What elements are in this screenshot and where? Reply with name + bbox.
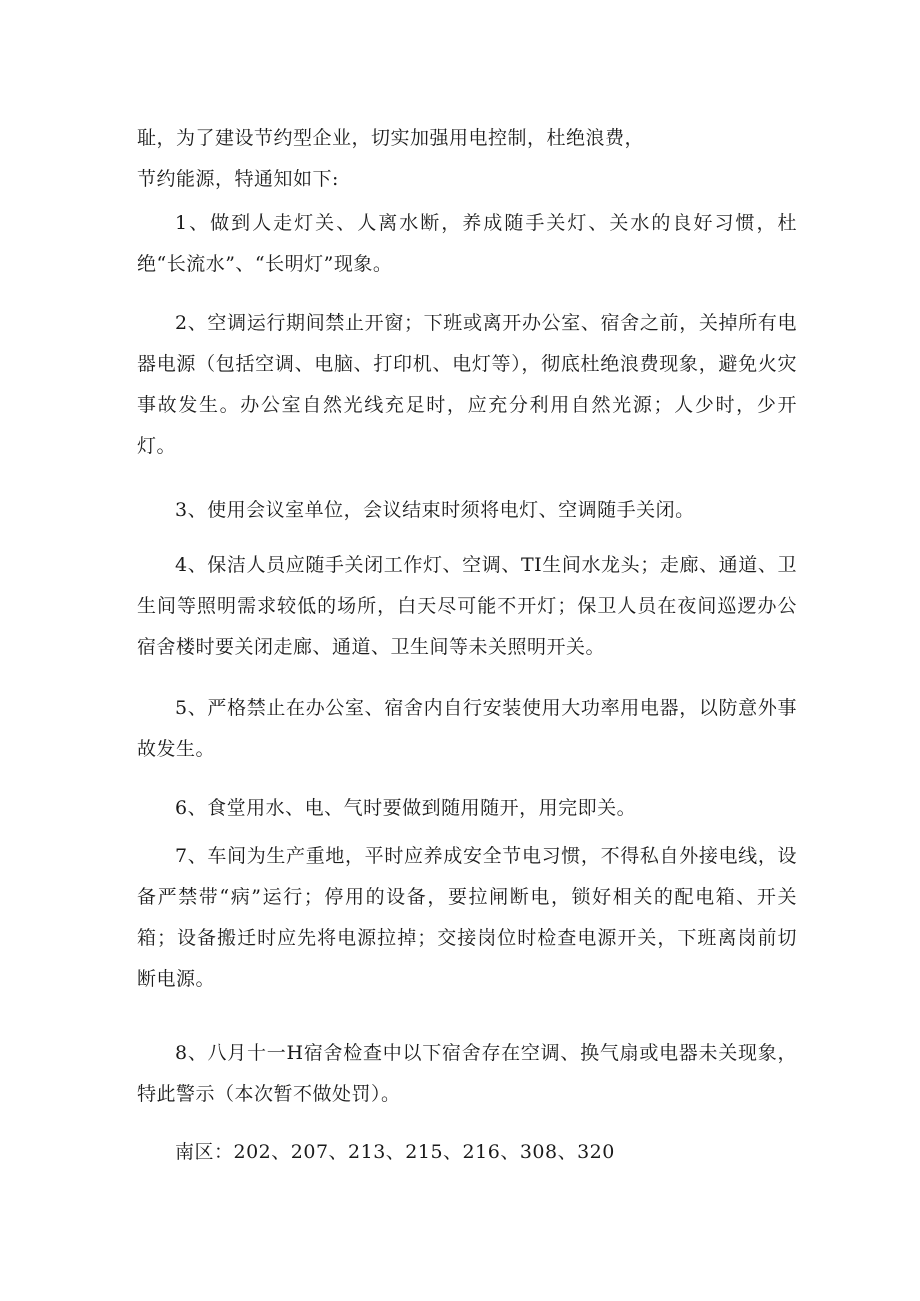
notice-item-8: 8、八月十一H宿舍检查中以下宿舍存在空调、换气扇或电器未关现象，特此警示（本次暂不做处罚）。: [137, 1042, 797, 1105]
notice-item-3: 3、使用会议室单位，会议结束时须将电灯、空调随手关闭。: [175, 499, 695, 521]
notice-item-4: 4、保洁人员应随手关闭工作灯、空调、TI生间水龙头；走廊、通道、卫生间等照明需求较低的场所，白天尽可能不开灯；保卫人员在夜间巡逻办公宿舍楼时要关闭走廊、通道、卫生间等未关照明开关。: [137, 554, 797, 658]
notice-item-2: 2、空调运行期间禁止开窗；下班或离开办公室、宿舍之前，关掉所有电器电源（包括空调、电脑、打印机、电灯等），彻底杜绝浪费现象，避免火灾事故发生。办公室自然光线充足时，应充分利用自然光源；人少时，少开灯。: [137, 312, 797, 457]
notice-item-5: 5、严格禁止在办公室、宿舍内自行安装使用大功率用电器，以防意外事故发生。: [137, 697, 797, 760]
notice-item-1: 1、做到人走灯关、人离水断，养成随手关灯、关水的良好习惯，杜绝“长流水”、“长明灯”现象。: [137, 212, 797, 275]
south-area-rooms: 南区：202、207、213、215、216、308、320: [175, 1141, 615, 1163]
notice-item-6: 6、食堂用水、电、气时要做到随用随开，用完即关。: [175, 797, 637, 819]
notice-item-7: 7、车间为生产重地，平时应养成安全节电习惯，不得私自外接电线，设备严禁带“病”运行；停用的设备，要拉闸断电，锁好相关的配电箱、开关箱；设备搬迁时应先将电源拉掉；交接岗位时检查电源开关，下班离岗前切断电源。: [137, 845, 797, 990]
intro-line-2: 节约能源，特通知如下:: [137, 168, 339, 190]
intro-line-1: 耻，为了建设节约型企业，切实加强用电控制，杜绝浪费，: [137, 127, 645, 149]
